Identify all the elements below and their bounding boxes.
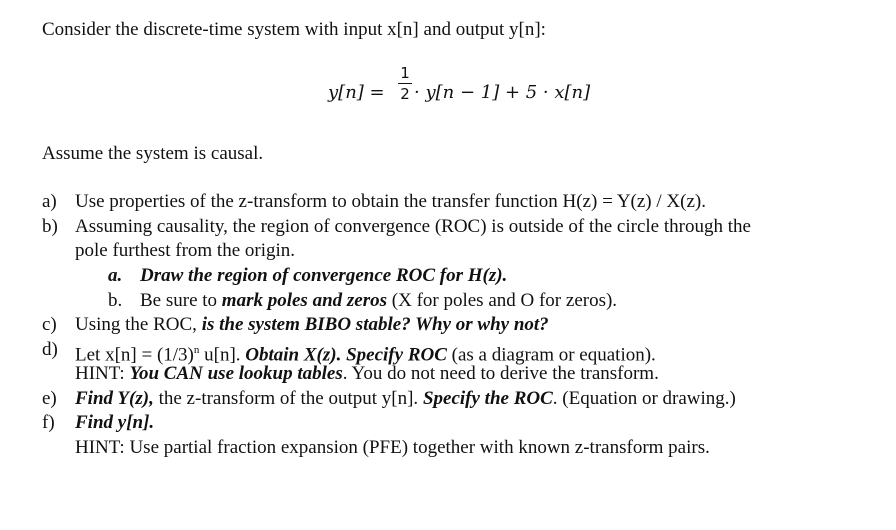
item-b-line1: Assuming causality, the region of convergence (ROC) is outside of the circle through the (75, 216, 751, 237)
item-d-hint (75, 362, 659, 386)
item-b-sub-b-text (140, 289, 617, 313)
item-e-bold1: Find Y(z), (75, 388, 154, 409)
item-d-post: (as a diagram or equation). (451, 344, 656, 366)
item-d-pre: Let x[n] = (1/3) (75, 344, 194, 366)
item-d-marker: d) (42, 339, 58, 360)
item-c-marker: c) (42, 314, 57, 335)
intro-text: Consider the discrete-time system with input x[n] and output y[n]: (42, 19, 546, 40)
item-b-sub-b-marker: b. (108, 290, 123, 311)
item-b-line2: pole furthest from the origin. (75, 240, 296, 261)
item-a-text: Use properties of the z-transform to obtain the transfer function H(z) = Y(z) / X(z). (75, 191, 706, 212)
item-b-sub-b-bold: mark poles and zeros (221, 290, 388, 311)
item-d-bold: Obtain X(z). Specify ROC (245, 344, 447, 366)
equation-rhs: · y[n − 1] + 5 · x[n] (414, 82, 591, 103)
fraction-denominator: 2 (400, 85, 410, 103)
item-d-hint-post: . You do not need to derive the transform. (342, 363, 659, 384)
fraction-numerator: 1 (400, 64, 410, 82)
item-e-mid: the z-transform of the output y[n]. (158, 388, 419, 409)
item-b-sub-a-marker: a. (108, 265, 123, 286)
item-e-marker: e) (42, 388, 57, 409)
item-b-sub-b-post: (X for poles and O for zeros). (391, 290, 618, 311)
causal-statement: Assume the system is causal. (42, 143, 264, 164)
item-f-marker: f) (42, 412, 55, 433)
item-d-hint-bold: You CAN use lookup tables (129, 363, 343, 384)
item-b-marker: b) (42, 216, 58, 237)
item-e-bold2: Specify the ROC (422, 388, 553, 409)
item-c-pre: Using the ROC, (75, 314, 197, 335)
item-b-sub-b-pre: Be sure to (140, 290, 218, 311)
item-d-mid: u[n]. (204, 344, 241, 366)
item-f-bold: Find y[n]. (75, 412, 155, 433)
item-d-hint-pre: HINT: (75, 363, 125, 384)
item-b-sub-a-text: Draw the region of convergence ROC for H(z). (140, 265, 508, 286)
item-c-text (75, 313, 549, 337)
item-c-bold: is the system BIBO stable? Why or why not? (201, 314, 549, 335)
fraction-one-half (398, 64, 412, 103)
fraction-bar (398, 83, 412, 84)
equation-lhs: y[n] = (328, 82, 385, 103)
item-a-marker: a) (42, 191, 57, 212)
item-e-post: . (Equation or drawing.) (552, 388, 736, 409)
item-e-text (75, 387, 736, 411)
item-d-sup: n (193, 344, 200, 356)
item-f-hint: HINT: Use partial fraction expansion (PFE) together with known z-transform pairs. (75, 437, 710, 458)
